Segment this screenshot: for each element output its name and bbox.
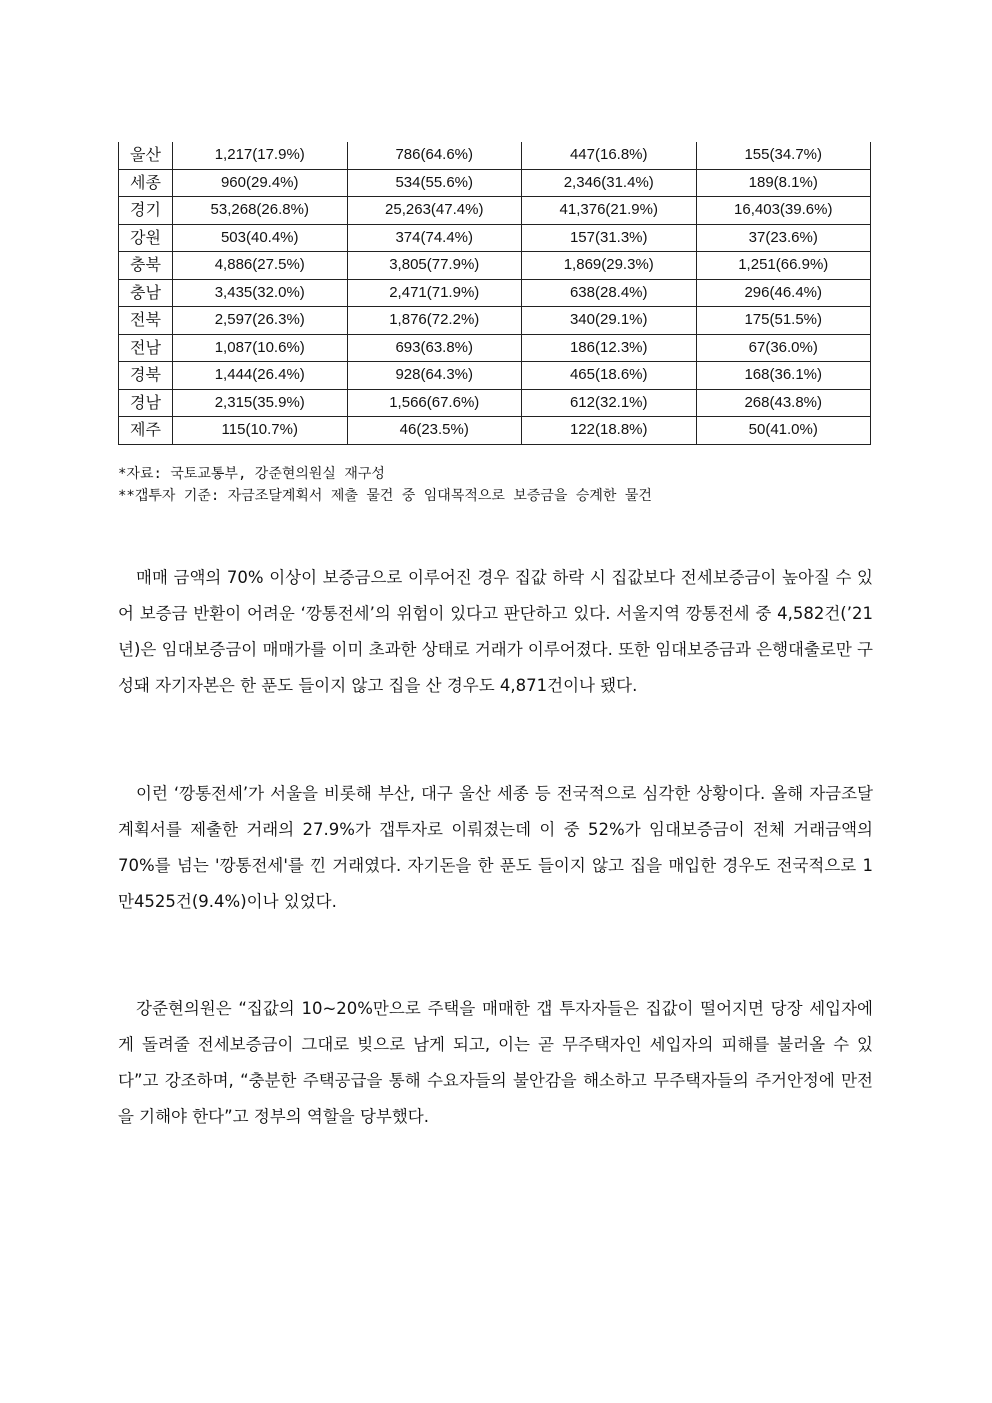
table-cell: 1,444(26.4%)	[173, 362, 348, 390]
table-cell: 175(51.5%)	[696, 307, 871, 335]
table-cell: 693(63.8%)	[347, 334, 522, 362]
table-cell: 928(64.3%)	[347, 362, 522, 390]
table-row	[119, 307, 871, 335]
region-cell: 경남	[119, 389, 173, 417]
table-cell: 786(64.6%)	[347, 142, 522, 169]
table-cell: 46(23.5%)	[347, 417, 522, 445]
table-cell: 67(36.0%)	[696, 334, 871, 362]
region-cell: 경기	[119, 197, 173, 225]
table-cell: 1,251(66.9%)	[696, 252, 871, 280]
table-cell: 2,471(71.9%)	[347, 279, 522, 307]
source-note: *자료: 국토교통부, 강준현의원실 재구성	[118, 466, 385, 482]
table-row	[119, 169, 871, 197]
table-cell: 168(36.1%)	[696, 362, 871, 390]
table-row	[119, 362, 871, 390]
table-cell: 1,217(17.9%)	[173, 142, 348, 169]
region-cell: 세종	[119, 169, 173, 197]
table-cell: 186(12.3%)	[522, 334, 697, 362]
table-cell: 1,087(10.6%)	[173, 334, 348, 362]
region-cell: 경북	[119, 362, 173, 390]
region-cell: 전남	[119, 334, 173, 362]
table-row	[119, 142, 871, 169]
table-cell: 157(31.3%)	[522, 224, 697, 252]
region-cell: 충남	[119, 279, 173, 307]
body-paragraph-2: 이런 ‘깡통전세’가 서울을 비롯해 부산, 대구 울산 세종 등 전국적으로 심각한 상황이다. 올해 자금조달계획서를 제출한 거래의 27.9%가 갭투자로 이뤄졌는데 이 중 52%가 임대보증금이 전체 거래금액의 70%를 넘는 '깡통전세'를 낀 거래였다. 자기돈을 한 푼도 들이지 않고 집을 매입한 경우도 전국적으로 1만4525건(9.4%)이나 있었다.	[118, 784, 873, 911]
table-cell: 189(8.1%)	[696, 169, 871, 197]
table-notes	[118, 463, 652, 507]
table-row	[119, 252, 871, 280]
table-cell: 534(55.6%)	[347, 169, 522, 197]
region-cell: 충북	[119, 252, 173, 280]
table-cell: 115(10.7%)	[173, 417, 348, 445]
region-cell: 강원	[119, 224, 173, 252]
table-cell: 155(34.7%)	[696, 142, 871, 169]
table-cell: 340(29.1%)	[522, 307, 697, 335]
criteria-note: **갭투자 기준: 자금조달계획서 제출 물건 중 임대목적으로 보증금을 승계한 물건	[118, 488, 652, 504]
table-row	[119, 417, 871, 445]
body-paragraph-3: 강준현의원은 “집값의 10~20%만으로 주택을 매매한 갭 투자자들은 집값이 떨어지면 당장 세입자에게 돌려줄 전세보증금이 그대로 빚으로 남게 되고, 이는 곧 무주택자인 세입자의 피해를 불러올 수 있다”고 강조하며, “충분한 주택공급을 통해 수요자들의 불안감을 해소하고 무주택자들의 주거안정에 만전을 기해야 한다”고 정부의 역할을 당부했다.	[118, 999, 873, 1126]
table-cell: 41,376(21.9%)	[522, 197, 697, 225]
table-row	[119, 224, 871, 252]
table-row	[119, 389, 871, 417]
table-cell: 447(16.8%)	[522, 142, 697, 169]
table-cell: 3,805(77.9%)	[347, 252, 522, 280]
region-cell: 제주	[119, 417, 173, 445]
table-cell: 638(28.4%)	[522, 279, 697, 307]
table-cell: 612(32.1%)	[522, 389, 697, 417]
table-cell: 37(23.6%)	[696, 224, 871, 252]
table-cell: 16,403(39.6%)	[696, 197, 871, 225]
table-cell: 268(43.8%)	[696, 389, 871, 417]
table-cell: 960(29.4%)	[173, 169, 348, 197]
table-row	[119, 197, 871, 225]
table-cell: 1,876(72.2%)	[347, 307, 522, 335]
body-paragraph-1: 매매 금액의 70% 이상이 보증금으로 이루어진 경우 집값 하락 시 집값보다 전세보증금이 높아질 수 있어 보증금 반환이 어려운 ‘깡통전세’의 위험이 있다고 판단하고 있다. 서울지역 깡통전세 중 4,582건(’21년)은 임대보증금이 매매가를 이미 초과한 상태로 거래가 이루어졌다. 또한 임대보증금과 은행대출로만 구성돼 자기자본은 한 푼도 들이지 않고 집을 산 경우도 4,871건이나 됐다.	[118, 568, 873, 695]
table-cell: 503(40.4%)	[173, 224, 348, 252]
table-row	[119, 334, 871, 362]
table-cell: 2,597(26.3%)	[173, 307, 348, 335]
regional-gap-investment-table	[118, 142, 871, 445]
region-cell: 전북	[119, 307, 173, 335]
table-cell: 2,315(35.9%)	[173, 389, 348, 417]
table-cell: 374(74.4%)	[347, 224, 522, 252]
table-cell: 465(18.6%)	[522, 362, 697, 390]
table-cell: 1,566(67.6%)	[347, 389, 522, 417]
table-cell: 296(46.4%)	[696, 279, 871, 307]
table-cell: 50(41.0%)	[696, 417, 871, 445]
table-cell: 1,869(29.3%)	[522, 252, 697, 280]
table-cell: 25,263(47.4%)	[347, 197, 522, 225]
table-cell: 122(18.8%)	[522, 417, 697, 445]
table-cell: 2,346(31.4%)	[522, 169, 697, 197]
table-cell: 4,886(27.5%)	[173, 252, 348, 280]
table-row	[119, 279, 871, 307]
region-cell: 울산	[119, 142, 173, 169]
table-cell: 53,268(26.8%)	[173, 197, 348, 225]
table-cell: 3,435(32.0%)	[173, 279, 348, 307]
